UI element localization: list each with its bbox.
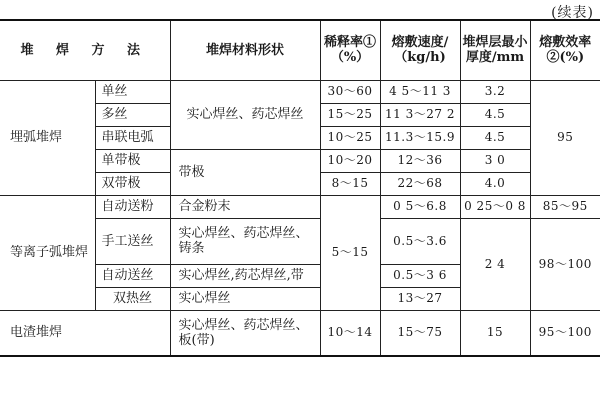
material-cell: 实心焊丝、药芯焊丝、板(带) — [170, 310, 320, 356]
header-speed: 熔敷速度/（kg/h) — [380, 20, 460, 80]
header-efficiency: 熔敷效率②(%) — [530, 20, 600, 80]
table-row — [0, 80, 600, 103]
material-cell: 合金粉末 — [170, 195, 320, 218]
sub-method: 手工送丝 — [95, 218, 170, 264]
material-cell: 实心焊丝、药芯焊丝 — [170, 80, 320, 149]
dilution-cell: 8～15 — [320, 172, 380, 195]
speed-cell: 4 5～11 3 — [380, 80, 460, 103]
thickness-cell: 4.5 — [460, 103, 530, 126]
speed-cell: 15～75 — [380, 310, 460, 356]
sub-method: 自动送粉 — [95, 195, 170, 218]
material-cell: 实心焊丝、药芯焊丝、铸条 — [170, 218, 320, 264]
dilution-cell: 15～25 — [320, 103, 380, 126]
speed-cell: 11 3～27 2 — [380, 103, 460, 126]
header-dilution: 稀释率①（%） — [320, 20, 380, 80]
thickness-cell: 15 — [460, 310, 530, 356]
efficiency-cell: 98～100 — [530, 218, 600, 310]
thickness-cell: 3 0 — [460, 149, 530, 172]
material-cell: 带极 — [170, 149, 320, 195]
sub-method: 多丝 — [95, 103, 170, 126]
speed-cell: 22～68 — [380, 172, 460, 195]
table-row — [0, 195, 600, 218]
group-submerged-arc: 埋弧堆焊 — [0, 80, 95, 195]
continued-label: (续表) — [551, 5, 594, 21]
surfacing-parameters-table — [0, 19, 600, 357]
dilution-cell: 10～25 — [320, 126, 380, 149]
efficiency-cell: 95～100 — [530, 310, 600, 356]
material-cell: 实心焊丝 — [170, 287, 320, 310]
sub-method: 单带极 — [95, 149, 170, 172]
sub-method: 单丝 — [95, 80, 170, 103]
speed-cell: 0 5～6.8 — [380, 195, 460, 218]
group-plasma-arc: 等离子弧堆焊 — [0, 195, 95, 310]
thickness-cell: 2 4 — [460, 218, 530, 310]
speed-cell: 0.5～3 6 — [380, 264, 460, 287]
dilution-cell: 10～14 — [320, 310, 380, 356]
thickness-cell: 3.2 — [460, 80, 530, 103]
table-row — [0, 310, 600, 356]
header-thickness: 堆焊层最小厚度/mm — [460, 20, 530, 80]
speed-cell: 12～36 — [380, 149, 460, 172]
speed-cell: 0.5～3.6 — [380, 218, 460, 264]
group-electroslag: 电渣堆焊 — [0, 310, 170, 356]
thickness-cell: 0 25～0 8 — [460, 195, 530, 218]
dilution-cell: 10～20 — [320, 149, 380, 172]
efficiency-cell: 95 — [530, 80, 600, 195]
speed-cell: 13～27 — [380, 287, 460, 310]
header-method: 堆 焊 方 法 — [0, 20, 170, 80]
efficiency-cell: 85～95 — [530, 195, 600, 218]
sub-method: 串联电弧 — [95, 126, 170, 149]
dilution-cell: 30～60 — [320, 80, 380, 103]
header-material: 堆焊材料形状 — [170, 20, 320, 80]
speed-cell: 11.3～15.9 — [380, 126, 460, 149]
thickness-cell: 4.0 — [460, 172, 530, 195]
sub-method: 自动送丝 — [95, 264, 170, 287]
sub-method: 双热丝 — [95, 287, 170, 310]
material-cell: 实心焊丝,药芯焊丝,带 — [170, 264, 320, 287]
dilution-cell: 5～15 — [320, 195, 380, 310]
thickness-cell: 4.5 — [460, 126, 530, 149]
header-row — [0, 20, 600, 80]
sub-method: 双带极 — [95, 172, 170, 195]
